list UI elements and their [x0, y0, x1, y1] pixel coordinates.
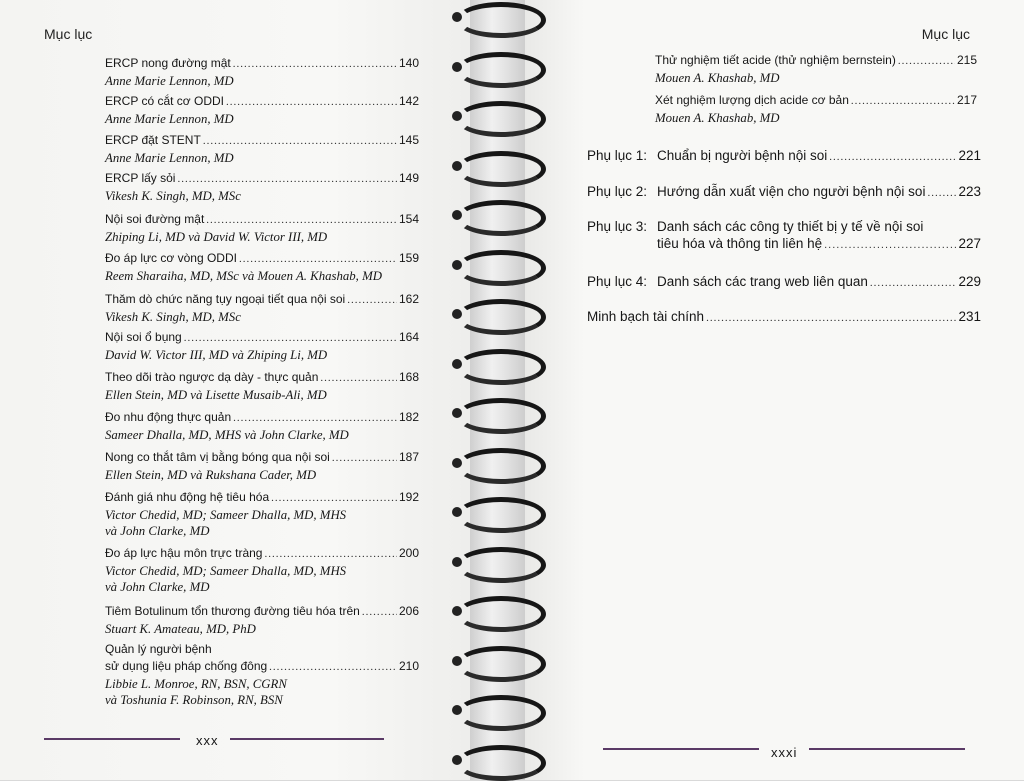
spiral-coil	[448, 246, 548, 286]
entry-author: Mouen A. Khashab, MD	[655, 71, 780, 85]
toc-entry	[105, 545, 419, 595]
entry-title: Nội soi đường mật	[105, 212, 205, 226]
entry-title: Nong co thắt tâm vị bằng bóng qua nội soi	[105, 450, 330, 464]
spiral-coil	[448, 345, 548, 385]
entry-title: Tiêm Botulinum tổn thương đường tiêu hóa trên	[105, 604, 360, 618]
appendix-title: Danh sách các trang web liên quan	[657, 274, 868, 289]
footer-rule-left	[44, 738, 180, 740]
entry-author: Victor Chedid, MD; Sameer Dhalla, MD, MHS	[105, 508, 347, 522]
entry-author: và Toshunia F. Robinson, RN, BSN	[105, 693, 283, 707]
toc-entry	[105, 170, 419, 204]
appendix-title: tiêu hóa và thông tin liên hệ	[657, 236, 823, 251]
entry-author: Mouen A. Khashab, MD	[655, 111, 780, 125]
entry-author: Vikesh K. Singh, MD, MSc	[105, 310, 241, 324]
spiral-coil	[448, 48, 548, 88]
entry-author: Ellen Stein, MD và Rukshana Cader, MD	[105, 468, 317, 482]
entry-title: sử dụng liệu pháp chống đông	[105, 659, 268, 673]
entry-author: Stuart K. Amateau, MD, PhD	[105, 622, 256, 636]
page-header: Mục lục	[921, 26, 970, 42]
entry-page: 192	[398, 490, 419, 504]
entry-title: Nội soi ổ bụng	[105, 330, 182, 344]
entry-page: 200	[398, 546, 419, 560]
entry-title: ERCP có cắt cơ ODDI	[105, 94, 225, 108]
page-number: xxxi	[771, 745, 798, 760]
entry-author: Victor Chedid, MD; Sameer Dhalla, MD, MHS	[105, 564, 347, 578]
entry-author: Reem Sharaiha, MD, MSc và Mouen A. Khashab, MD	[105, 269, 382, 283]
toc-entry	[105, 211, 419, 245]
entry-author: Libbie L. Monroe, RN, BSN, CGRN	[105, 677, 287, 691]
toc-entry	[655, 52, 977, 86]
entry-title: ERCP đặt STENT	[105, 133, 201, 147]
toc-entry	[105, 93, 419, 127]
left-page	[0, 0, 470, 780]
toc-entry	[105, 291, 419, 325]
toc-entry	[105, 489, 419, 539]
entry-author: và John Clarke, MD	[105, 580, 210, 594]
entry-page: 164	[398, 330, 419, 344]
toc-entry	[105, 369, 419, 403]
entry-page: 159	[398, 251, 419, 265]
appendix-entry	[587, 147, 981, 166]
toc-entry	[105, 329, 419, 363]
entry-page: 215	[956, 53, 977, 67]
entry-page: 206	[398, 604, 419, 618]
final-page: 231	[958, 309, 981, 324]
entry-title: Thử nghiệm tiết acide (thử nghiệm bernstein)	[655, 53, 896, 67]
appendix-page: 223	[958, 184, 981, 199]
entry-title: Theo dõi trào ngược dạ dày - thực quản	[105, 370, 319, 384]
entry-author: Anne Marie Lennon, MD	[105, 112, 234, 126]
appendix-title: Hướng dẫn xuất viện cho người bệnh nội soi	[657, 184, 926, 199]
page-header: Mục lục	[44, 26, 93, 42]
toc-entry	[655, 92, 977, 126]
spiral-coil	[448, 493, 548, 533]
spiral-coil	[448, 444, 548, 484]
footer-rule-left	[603, 748, 759, 750]
toc-entry	[105, 250, 419, 284]
spiral-coil	[448, 394, 548, 434]
entry-author: Sameer Dhalla, MD, MHS và John Clarke, MD	[105, 428, 349, 442]
toc-entry	[105, 132, 419, 166]
entry-author: và John Clarke, MD	[105, 524, 210, 538]
final-title: Minh bạch tài chính	[587, 309, 705, 324]
appendix-title: Chuẩn bị người bệnh nội soi	[657, 148, 828, 163]
appendix-label: Phụ lục 3:	[587, 219, 648, 234]
entry-page: 142	[398, 94, 419, 108]
entry-title: Đánh giá nhu động hệ tiêu hóa	[105, 490, 270, 504]
entry-page: 145	[398, 133, 419, 147]
appendix-entry	[587, 183, 981, 202]
entry-author: Vikesh K. Singh, MD, MSc	[105, 189, 241, 203]
entry-title: Xét nghiệm lượng dịch acide cơ bản	[655, 93, 849, 107]
entry-author: Anne Marie Lennon, MD	[105, 151, 234, 165]
toc-entry	[105, 55, 419, 89]
footer-rule-right	[809, 748, 965, 750]
footer-rule-right	[230, 738, 384, 740]
toc-entry	[105, 603, 419, 637]
toc-entry	[105, 449, 419, 483]
appendix-title-line1: Danh sách các công ty thiết bị y tế về nội soi	[657, 219, 924, 234]
entry-author: Anne Marie Lennon, MD	[105, 74, 234, 88]
entry-title: ERCP nong đường mật	[105, 56, 231, 70]
entry-page: 217	[956, 93, 977, 107]
entry-page: 162	[398, 292, 419, 306]
entry-page: 149	[398, 171, 419, 185]
entry-page: 210	[398, 659, 419, 673]
appendix-page: 227	[958, 236, 981, 251]
spiral-coil	[448, 543, 548, 583]
spiral-coil	[448, 147, 548, 187]
page-number: xxx	[196, 733, 219, 748]
entry-title: Đo áp lực cơ vòng ODDI	[105, 251, 237, 265]
appendix-entry	[587, 218, 981, 254]
right-page	[525, 0, 1024, 780]
toc-entry	[105, 641, 419, 708]
final-entry	[587, 308, 981, 327]
entry-author: David W. Victor III, MD và Zhiping Li, MD	[105, 348, 328, 362]
spiral-coil	[448, 592, 548, 632]
entry-title-line1: Quản lý người bệnh	[105, 642, 212, 656]
spiral-coil	[448, 97, 548, 137]
spiral-coil	[448, 295, 548, 335]
spiral-coil	[448, 642, 548, 682]
entry-author: Ellen Stein, MD và Lisette Musaib-Ali, MD	[105, 388, 327, 402]
appendix-entry	[587, 273, 981, 292]
spiral-coil	[448, 0, 548, 38]
entry-page: 187	[398, 450, 419, 464]
entry-page: 154	[398, 212, 419, 226]
appendix-page: 221	[958, 148, 981, 163]
entry-title: ERCP lấy sỏi	[105, 171, 176, 185]
entry-author: Zhiping Li, MD và David W. Victor III, MD	[105, 230, 328, 244]
entry-title: Đo nhu động thực quản	[105, 410, 232, 424]
entry-page: 168	[398, 370, 419, 384]
toc-entry	[105, 409, 419, 443]
appendix-label: Phụ lục 4:	[587, 274, 648, 289]
spiral-coil	[448, 691, 548, 731]
appendix-label: Phụ lục 1:	[587, 148, 648, 163]
entry-page: 182	[398, 410, 419, 424]
entry-page: 140	[398, 56, 419, 70]
entry-title: Thăm dò chức năng tụy ngoại tiết qua nội soi	[105, 292, 346, 306]
appendix-page: 229	[958, 274, 981, 289]
appendix-label: Phụ lục 2:	[587, 184, 648, 199]
entry-title: Đo áp lực hậu môn trực tràng	[105, 546, 263, 560]
spiral-coil	[448, 196, 548, 236]
spiral-coil	[448, 741, 548, 781]
